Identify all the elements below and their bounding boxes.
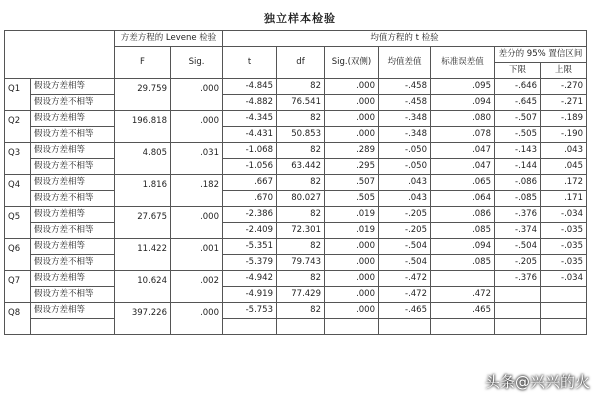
mean-diff-value: -.458 <box>379 79 431 95</box>
levene-f-value: 4.805 <box>115 143 171 175</box>
sig-two-tailed-value: .000 <box>325 95 379 111</box>
ttest-group-header: 均值方程的 t 检验 <box>223 31 587 47</box>
sig-two-tailed-value: .000 <box>325 271 379 287</box>
df-value: 82 <box>277 111 325 127</box>
col-header-mean-diff: 均值差值 <box>379 47 431 79</box>
assumption-unequal-label <box>31 319 115 335</box>
ci-lower-value: -.505 <box>495 127 541 143</box>
mean-diff-value: .043 <box>379 191 431 207</box>
table-row <box>5 79 587 95</box>
df-value: 79.743 <box>277 255 325 271</box>
table-row <box>5 95 587 111</box>
ci-lower-value: -.086 <box>495 175 541 191</box>
ci-upper-value: .171 <box>541 191 587 207</box>
mean-diff-value: -.050 <box>379 143 431 159</box>
ci-upper-value: -.035 <box>541 223 587 239</box>
levene-sig-value: .182 <box>171 175 223 207</box>
assumption-equal-label: 假设方差相等 <box>31 143 115 159</box>
levene-f-value: 11.422 <box>115 239 171 271</box>
ci-upper-value: .045 <box>541 159 587 175</box>
table-title: 独立样本检验 <box>264 12 336 25</box>
df-value: 82 <box>277 175 325 191</box>
mean-diff-value: -.472 <box>379 287 431 303</box>
table-row <box>5 255 587 271</box>
col-header-sig-two-tailed: Sig.(双侧) <box>325 47 379 79</box>
independent-samples-test-table <box>4 30 587 335</box>
levene-f-value: 196.818 <box>115 111 171 143</box>
assumption-unequal-label: 假设方差不相等 <box>31 287 115 303</box>
mean-diff-value: -.348 <box>379 111 431 127</box>
sig-two-tailed-value <box>325 319 379 335</box>
df-value: 77.429 <box>277 287 325 303</box>
std-error-value: .065 <box>431 175 495 191</box>
df-value: 63.442 <box>277 159 325 175</box>
ci-lower-value: -.376 <box>495 271 541 287</box>
question-label: Q2 <box>5 111 31 143</box>
sig-two-tailed-value: .000 <box>325 127 379 143</box>
t-value: -5.379 <box>223 255 277 271</box>
ci-lower-value: -.143 <box>495 143 541 159</box>
std-error-value: .064 <box>431 191 495 207</box>
ci-upper-value: -.035 <box>541 255 587 271</box>
assumption-unequal-label: 假设方差不相等 <box>31 191 115 207</box>
ci-upper-value <box>541 303 587 319</box>
assumption-unequal-label: 假设方差不相等 <box>31 255 115 271</box>
sig-two-tailed-value: .019 <box>325 207 379 223</box>
assumption-equal-label: 假设方差相等 <box>31 175 115 191</box>
levene-sig-value: .000 <box>171 111 223 143</box>
levene-f-value: 397.226 <box>115 303 171 335</box>
df-value: 82 <box>277 239 325 255</box>
assumption-unequal-label: 假设方差不相等 <box>31 127 115 143</box>
df-value: 82 <box>277 79 325 95</box>
t-value: -4.942 <box>223 271 277 287</box>
ci-upper-value: -.034 <box>541 271 587 287</box>
ci-group-header: 差分的 95% 置信区间 <box>495 47 587 63</box>
assumption-unequal-label: 假设方差不相等 <box>31 223 115 239</box>
sig-two-tailed-value: .507 <box>325 175 379 191</box>
question-label: Q4 <box>5 175 31 207</box>
ci-lower-value <box>495 287 541 303</box>
table-row <box>5 143 587 159</box>
std-error-value: .078 <box>431 127 495 143</box>
sig-two-tailed-value: .289 <box>325 143 379 159</box>
levene-sig-value: .031 <box>171 143 223 175</box>
question-label: Q5 <box>5 207 31 239</box>
t-value: -4.431 <box>223 127 277 143</box>
ci-lower-value: -.374 <box>495 223 541 239</box>
df-value: 82 <box>277 207 325 223</box>
ci-lower-value: -.504 <box>495 239 541 255</box>
levene-sig-value: .000 <box>171 303 223 335</box>
ci-lower-value: -.645 <box>495 95 541 111</box>
df-value: 82 <box>277 143 325 159</box>
corner-cell <box>5 31 115 79</box>
ci-upper-value: -.034 <box>541 207 587 223</box>
question-label: Q1 <box>5 79 31 111</box>
t-value: -4.919 <box>223 287 277 303</box>
sig-two-tailed-value: .000 <box>325 111 379 127</box>
mean-diff-value: -.205 <box>379 207 431 223</box>
sig-two-tailed-value: .295 <box>325 159 379 175</box>
table-row <box>5 207 587 223</box>
t-value: -5.753 <box>223 303 277 319</box>
sig-two-tailed-value: .000 <box>325 255 379 271</box>
ci-lower-value: -.085 <box>495 191 541 207</box>
ci-lower-value <box>495 303 541 319</box>
question-label: Q3 <box>5 143 31 175</box>
col-header-F: F <box>115 47 171 79</box>
question-label: Q6 <box>5 239 31 271</box>
ci-upper-value: -.035 <box>541 239 587 255</box>
ci-lower-value: -.507 <box>495 111 541 127</box>
mean-diff-value: -.465 <box>379 303 431 319</box>
table-row <box>5 303 587 319</box>
assumption-equal-label: 假设方差相等 <box>31 79 115 95</box>
col-header-df: df <box>277 47 325 79</box>
std-error-value: .094 <box>431 95 495 111</box>
t-value: .670 <box>223 191 277 207</box>
table-row <box>5 159 587 175</box>
levene-sig-value: .000 <box>171 207 223 239</box>
df-value <box>277 319 325 335</box>
ci-upper-value: .043 <box>541 143 587 159</box>
df-value: 82 <box>277 303 325 319</box>
col-header-lower: 下限 <box>495 63 541 79</box>
watermark: 头条@兴兴的火 <box>484 373 590 391</box>
t-value: -2.386 <box>223 207 277 223</box>
assumption-unequal-label: 假设方差不相等 <box>31 95 115 111</box>
levene-f-value: 10.624 <box>115 271 171 303</box>
ci-upper-value: -.189 <box>541 111 587 127</box>
table-row <box>5 111 587 127</box>
levene-sig-value: .002 <box>171 271 223 303</box>
col-header-upper: 上限 <box>541 63 587 79</box>
t-value: -1.056 <box>223 159 277 175</box>
mean-diff-value: -.472 <box>379 271 431 287</box>
t-value: -1.068 <box>223 143 277 159</box>
std-error-value: .080 <box>431 111 495 127</box>
std-error-value: .086 <box>431 207 495 223</box>
mean-diff-value: -.458 <box>379 95 431 111</box>
col-header-t: t <box>223 47 277 79</box>
std-error-value: .085 <box>431 223 495 239</box>
levene-f-value: 29.759 <box>115 79 171 111</box>
ci-upper-value: .172 <box>541 175 587 191</box>
sig-two-tailed-value: .019 <box>325 223 379 239</box>
table-row <box>5 175 587 191</box>
assumption-equal-label: 假设方差相等 <box>31 303 115 319</box>
df-value: 76.541 <box>277 95 325 111</box>
t-value: -4.345 <box>223 111 277 127</box>
ci-lower-value <box>495 319 541 335</box>
t-value: -5.351 <box>223 239 277 255</box>
levene-sig-value: .001 <box>171 239 223 271</box>
ci-upper-value <box>541 319 587 335</box>
std-error-value: .095 <box>431 79 495 95</box>
assumption-equal-label: 假设方差相等 <box>31 271 115 287</box>
sig-two-tailed-value: .000 <box>325 287 379 303</box>
std-error-value: .047 <box>431 143 495 159</box>
std-error-value <box>431 319 495 335</box>
levene-f-value: 27.675 <box>115 207 171 239</box>
assumption-unequal-label: 假设方差不相等 <box>31 159 115 175</box>
mean-diff-value: -.504 <box>379 239 431 255</box>
ci-upper-value <box>541 287 587 303</box>
std-error-value: .047 <box>431 159 495 175</box>
table-row <box>5 223 587 239</box>
ci-upper-value: -.271 <box>541 95 587 111</box>
ci-lower-value: -.646 <box>495 79 541 95</box>
t-value: -2.409 <box>223 223 277 239</box>
ci-upper-value: -.190 <box>541 127 587 143</box>
col-header-std-error: 标准误差值 <box>431 47 495 79</box>
table-row <box>5 319 587 335</box>
table-row <box>5 287 587 303</box>
mean-diff-value: -.205 <box>379 223 431 239</box>
ci-upper-value: -.270 <box>541 79 587 95</box>
levene-f-value: 1.816 <box>115 175 171 207</box>
mean-diff-value <box>379 319 431 335</box>
sig-two-tailed-value: .000 <box>325 79 379 95</box>
df-value: 50.853 <box>277 127 325 143</box>
question-label: Q7 <box>5 271 31 303</box>
std-error-value: .085 <box>431 255 495 271</box>
assumption-equal-label: 假设方差相等 <box>31 111 115 127</box>
ci-lower-value: -.205 <box>495 255 541 271</box>
t-value: -4.845 <box>223 79 277 95</box>
table-row <box>5 239 587 255</box>
ci-lower-value: -.376 <box>495 207 541 223</box>
table-row <box>5 271 587 287</box>
table-row <box>5 191 587 207</box>
mean-diff-value: -.050 <box>379 159 431 175</box>
std-error-value: .472 <box>431 287 495 303</box>
std-error-value <box>431 271 495 287</box>
levene-group-header: 方差方程的 Levene 检验 <box>115 31 223 47</box>
std-error-value: .465 <box>431 303 495 319</box>
sig-two-tailed-value: .000 <box>325 239 379 255</box>
ci-lower-value: -.144 <box>495 159 541 175</box>
t-value <box>223 319 277 335</box>
t-value: -4.882 <box>223 95 277 111</box>
col-header-sig: Sig. <box>171 47 223 79</box>
df-value: 80.027 <box>277 191 325 207</box>
t-value: .667 <box>223 175 277 191</box>
df-value: 72.301 <box>277 223 325 239</box>
mean-diff-value: -.504 <box>379 255 431 271</box>
mean-diff-value: .043 <box>379 175 431 191</box>
assumption-equal-label: 假设方差相等 <box>31 207 115 223</box>
sig-two-tailed-value: .000 <box>325 303 379 319</box>
std-error-value: .094 <box>431 239 495 255</box>
table-row <box>5 127 587 143</box>
mean-diff-value: -.348 <box>379 127 431 143</box>
question-label: Q8 <box>5 303 31 335</box>
df-value: 82 <box>277 271 325 287</box>
assumption-equal-label: 假设方差相等 <box>31 239 115 255</box>
levene-sig-value: .000 <box>171 79 223 111</box>
sig-two-tailed-value: .505 <box>325 191 379 207</box>
